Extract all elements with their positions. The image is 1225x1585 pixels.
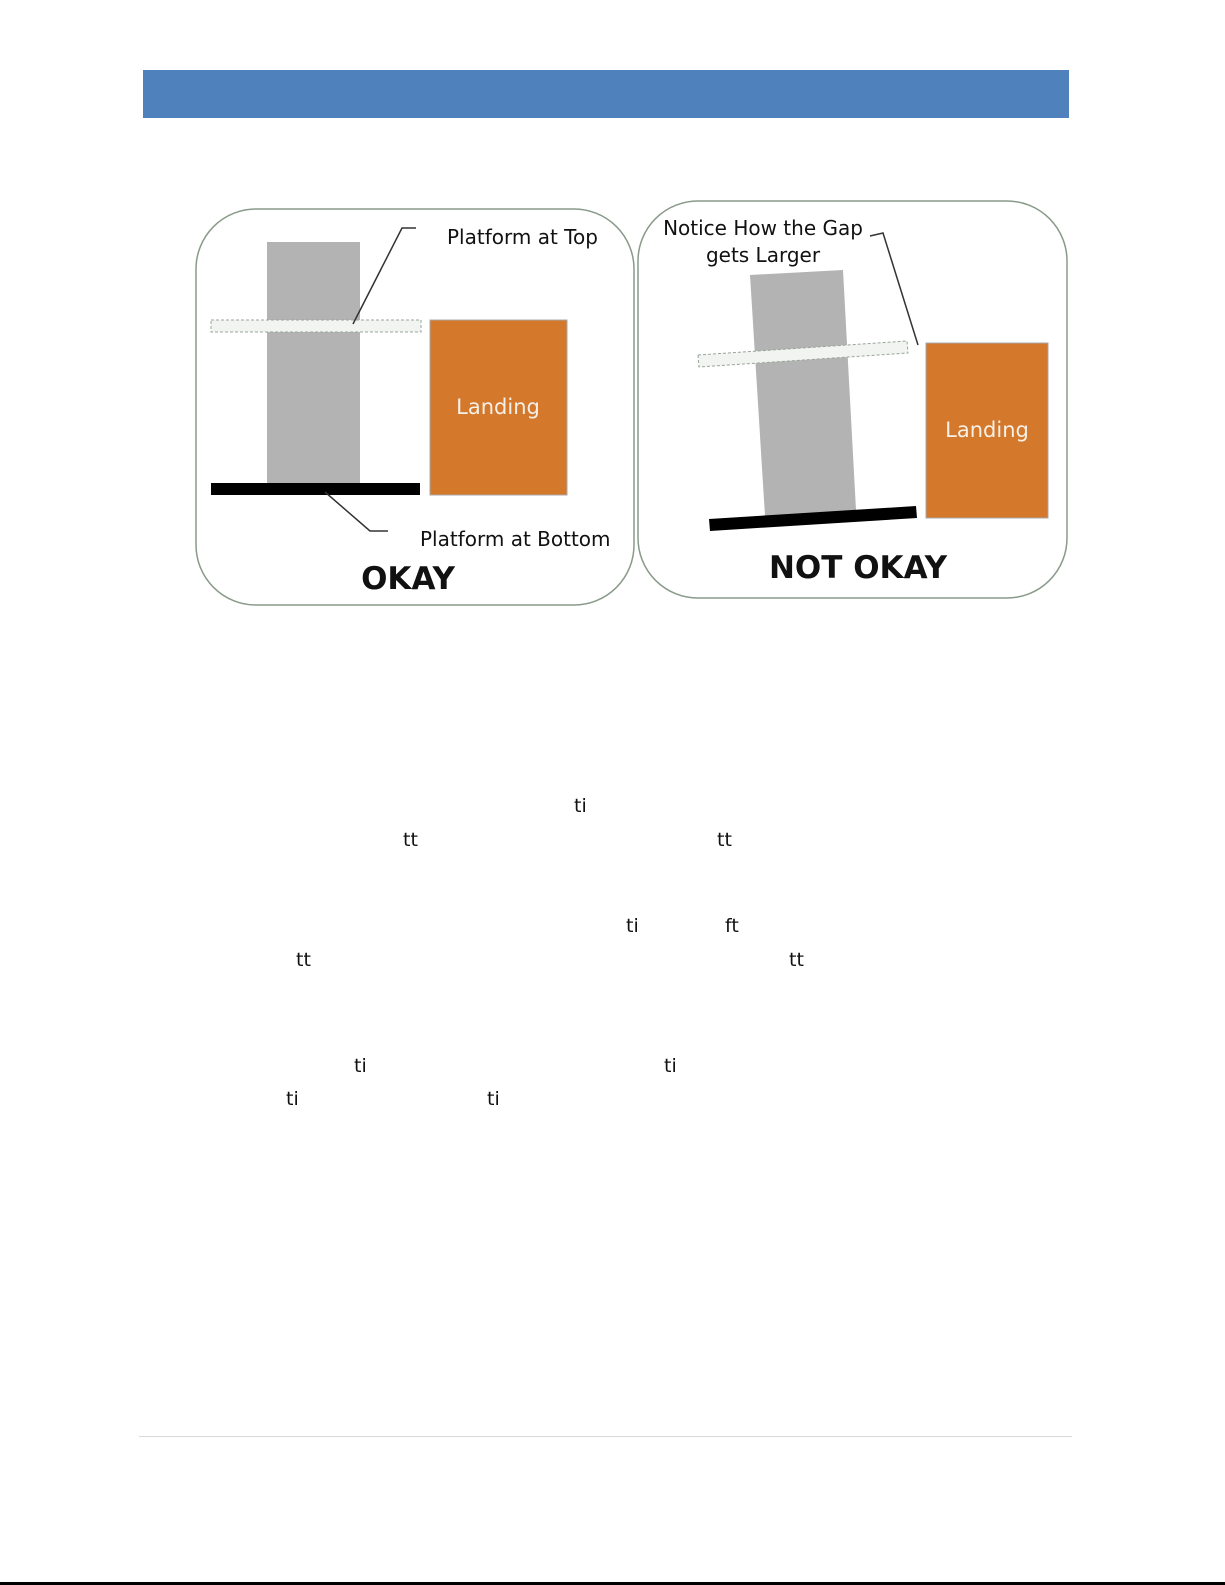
header-band	[143, 70, 1069, 118]
not-okay-notice-line2: gets Larger	[705, 243, 821, 267]
text-fragment: ti	[354, 1055, 367, 1077]
text-fragment: tt	[403, 829, 418, 851]
text-fragment: tt	[717, 829, 732, 851]
not-okay-mast	[750, 270, 856, 516]
okay-bottom-platform	[211, 483, 420, 495]
text-fragment: ti	[574, 795, 587, 817]
not-okay-notice-line1: Notice How the Gap	[663, 216, 863, 240]
not-okay-panel	[638, 201, 1067, 598]
text-fragment: tt	[296, 949, 311, 971]
platform-gap-figure	[190, 195, 1075, 615]
text-fragment: ti	[487, 1088, 500, 1110]
text-fragment: tt	[789, 949, 804, 971]
text-fragment: ti	[286, 1088, 299, 1110]
text-fragment: ft	[725, 915, 739, 937]
okay-label-bottom: Platform at Bottom	[420, 527, 611, 551]
okay-landing-label: Landing	[456, 395, 540, 419]
text-fragment: ti	[664, 1055, 677, 1077]
okay-label-top: Platform at Top	[447, 225, 598, 249]
okay-verdict: OKAY	[361, 561, 455, 597]
okay-panel	[196, 209, 634, 605]
not-okay-landing-label: Landing	[945, 418, 1029, 442]
text-fragment: ti	[626, 915, 639, 937]
footer-divider	[139, 1436, 1072, 1437]
okay-top-platform	[211, 320, 421, 332]
not-okay-verdict: NOT OKAY	[768, 550, 948, 586]
okay-mast	[267, 242, 360, 484]
